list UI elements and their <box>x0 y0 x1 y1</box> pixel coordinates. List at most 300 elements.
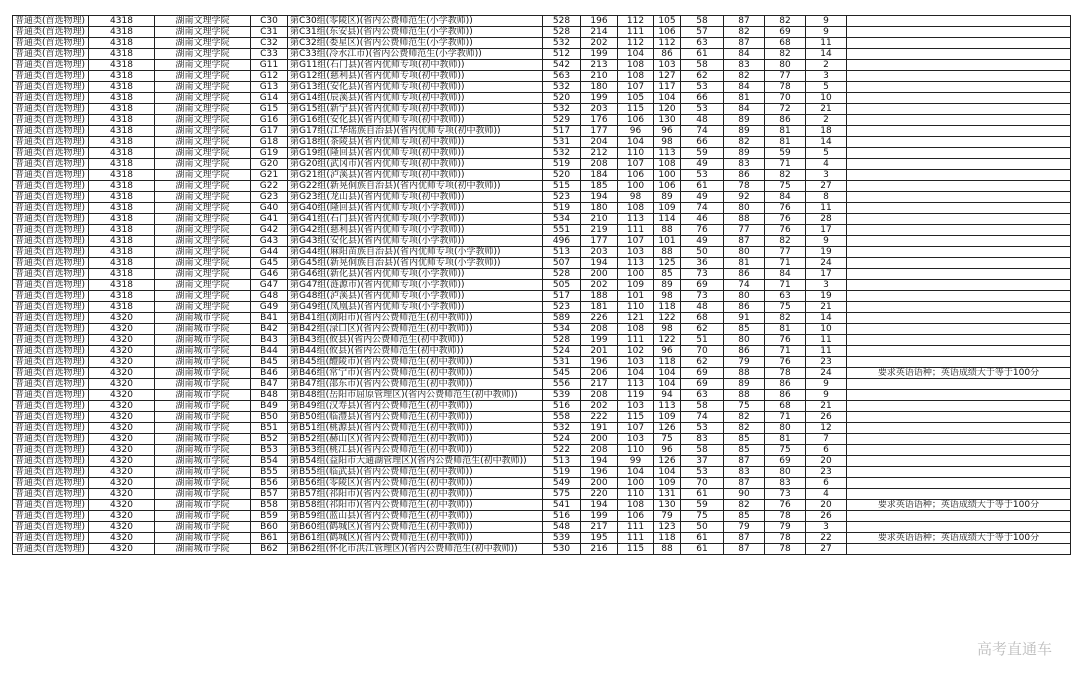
table-cell <box>847 511 1071 522</box>
table-cell: 541 <box>543 500 581 511</box>
table-cell: 湖南文理学院 <box>155 27 251 38</box>
table-row <box>13 159 1071 170</box>
table-cell: 85 <box>724 434 765 445</box>
table-cell: 普通类(首选物理) <box>13 27 89 38</box>
table-cell: 第G13组(安化县)(省内优师专项(初中教师)) <box>288 82 543 93</box>
table-cell: 普通类(首选物理) <box>13 148 89 159</box>
table-cell: 8 <box>806 192 847 203</box>
table-cell: 湖南文理学院 <box>155 148 251 159</box>
table-cell: 534 <box>543 324 581 335</box>
table-cell: 85 <box>654 269 681 280</box>
table-cell: 6 <box>806 445 847 456</box>
table-cell: 48 <box>681 302 724 313</box>
table-cell: 82 <box>724 137 765 148</box>
table-cell: 84 <box>724 82 765 93</box>
table-cell: 第G22组(新晃侗族自治县)(省内优师专项(初中教师)) <box>288 181 543 192</box>
table-cell: 9 <box>806 27 847 38</box>
table-cell: 517 <box>543 126 581 137</box>
table-cell: B47 <box>251 379 288 390</box>
table-cell: 湖南城市学院 <box>155 434 251 445</box>
table-cell <box>847 181 1071 192</box>
table-cell: 513 <box>543 247 581 258</box>
table-cell <box>847 192 1071 203</box>
table-cell <box>847 126 1071 137</box>
table-cell: 73 <box>681 291 724 302</box>
table-cell: 519 <box>543 159 581 170</box>
table-cell: G17 <box>251 126 288 137</box>
table-cell: 第G46组(新化县)(省内优师专项(小学教师)) <box>288 269 543 280</box>
table-cell: 湖南城市学院 <box>155 412 251 423</box>
table-cell: 513 <box>543 456 581 467</box>
table-cell: 529 <box>543 115 581 126</box>
table-cell: 普通类(首选物理) <box>13 291 89 302</box>
table-cell: 523 <box>543 302 581 313</box>
table-cell: 4318 <box>89 192 155 203</box>
table-cell: 118 <box>654 533 681 544</box>
table-cell: 109 <box>618 280 654 291</box>
table-cell: 要求英语语种；英语成绩大于等于100分 <box>847 368 1071 379</box>
table-row <box>13 280 1071 291</box>
table-cell: 80 <box>724 291 765 302</box>
table-cell: G42 <box>251 225 288 236</box>
table-cell: 4320 <box>89 379 155 390</box>
table-cell: 湖南文理学院 <box>155 225 251 236</box>
table-cell <box>847 412 1071 423</box>
table-cell: 62 <box>681 357 724 368</box>
table-cell: 61 <box>681 489 724 500</box>
table-cell: 70 <box>765 93 806 104</box>
table-cell: 112 <box>654 38 681 49</box>
table-cell: 普通类(首选物理) <box>13 434 89 445</box>
table-cell: 104 <box>654 368 681 379</box>
table-row <box>13 82 1071 93</box>
table-cell: 103 <box>618 247 654 258</box>
table-cell: 177 <box>581 236 618 247</box>
table-cell: 4320 <box>89 335 155 346</box>
table-cell: 96 <box>654 126 681 137</box>
table-cell: 524 <box>543 434 581 445</box>
table-cell: 普通类(首选物理) <box>13 225 89 236</box>
table-cell: 103 <box>618 401 654 412</box>
table-cell: 130 <box>654 500 681 511</box>
table-cell: 21 <box>806 104 847 115</box>
table-cell: 4318 <box>89 170 155 181</box>
table-cell: C30 <box>251 16 288 27</box>
table-cell: 126 <box>654 423 681 434</box>
table-row <box>13 500 1071 511</box>
table-cell: 普通类(首选物理) <box>13 346 89 357</box>
table-cell: 216 <box>581 544 618 555</box>
table-cell: 104 <box>654 93 681 104</box>
table-cell: 4320 <box>89 390 155 401</box>
table-cell: C31 <box>251 27 288 38</box>
table-cell: 75 <box>724 401 765 412</box>
table-cell: 111 <box>618 27 654 38</box>
table-cell: 79 <box>654 511 681 522</box>
table-row <box>13 170 1071 181</box>
table-cell: 76 <box>765 357 806 368</box>
table-cell: 12 <box>806 423 847 434</box>
table-cell: 106 <box>654 27 681 38</box>
table-cell: 普通类(首选物理) <box>13 49 89 60</box>
table-cell: 195 <box>581 533 618 544</box>
table-cell: 203 <box>581 247 618 258</box>
table-cell: 505 <box>543 280 581 291</box>
table-cell: 59 <box>765 148 806 159</box>
table-cell: 湖南文理学院 <box>155 159 251 170</box>
table-cell: G19 <box>251 148 288 159</box>
table-cell: 89 <box>654 280 681 291</box>
table-cell: 第G43组(安化县)(省内优师专项(小学教师)) <box>288 236 543 247</box>
table-cell: 4318 <box>89 225 155 236</box>
table-cell: 184 <box>581 170 618 181</box>
table-cell: 49 <box>681 159 724 170</box>
table-cell: 普通类(首选物理) <box>13 544 89 555</box>
table-cell: 4318 <box>89 269 155 280</box>
table-row <box>13 137 1071 148</box>
table-cell: 103 <box>618 434 654 445</box>
table-cell: 普通类(首选物理) <box>13 324 89 335</box>
table-cell: 113 <box>618 258 654 269</box>
table-cell: B48 <box>251 390 288 401</box>
table-cell: 115 <box>618 544 654 555</box>
table-cell: 9 <box>806 236 847 247</box>
table-cell: 第B45组(醴陵市)(省内公费师范生(初中教师)) <box>288 357 543 368</box>
table-cell: 22 <box>806 533 847 544</box>
table-cell: 湖南文理学院 <box>155 115 251 126</box>
table-cell: 100 <box>618 269 654 280</box>
table-cell: G41 <box>251 214 288 225</box>
table-row <box>13 225 1071 236</box>
table-cell: 69 <box>765 27 806 38</box>
table-cell: 589 <box>543 313 581 324</box>
table-cell: 4320 <box>89 368 155 379</box>
table-cell: 88 <box>724 390 765 401</box>
table-cell: 6 <box>806 478 847 489</box>
table-cell: 556 <box>543 379 581 390</box>
table-row <box>13 258 1071 269</box>
table-cell: 107 <box>618 236 654 247</box>
table-cell: 4 <box>806 489 847 500</box>
table-cell: 100 <box>654 170 681 181</box>
table-cell: 108 <box>618 203 654 214</box>
table-cell: 202 <box>581 401 618 412</box>
table-cell <box>847 170 1071 181</box>
table-cell: 100 <box>618 478 654 489</box>
table-cell: 130 <box>654 115 681 126</box>
table-cell: 2 <box>806 60 847 71</box>
table-cell: 85 <box>724 324 765 335</box>
table-cell: 71 <box>765 280 806 291</box>
table-cell: 普通类(首选物理) <box>13 137 89 148</box>
table-cell: 27 <box>806 181 847 192</box>
table-row <box>13 104 1071 115</box>
table-cell: 4318 <box>89 258 155 269</box>
table-cell: 79 <box>724 357 765 368</box>
table-cell: 81 <box>724 93 765 104</box>
table-cell: 59 <box>681 148 724 159</box>
table-cell: 普通类(首选物理) <box>13 357 89 368</box>
table-cell: 普通类(首选物理) <box>13 313 89 324</box>
table-cell: 37 <box>681 456 724 467</box>
table-cell: 4318 <box>89 49 155 60</box>
table-row <box>13 302 1071 313</box>
table-cell: 湖南城市学院 <box>155 324 251 335</box>
table-cell: 104 <box>654 379 681 390</box>
table-cell: 46 <box>681 214 724 225</box>
table-cell: 5 <box>806 82 847 93</box>
table-cell: 83 <box>724 159 765 170</box>
table-cell: 第G45组(新晃侗族自治县)(省内优师专项(小学教师)) <box>288 258 543 269</box>
table-cell: 普通类(首选物理) <box>13 247 89 258</box>
table-cell: 第B50组(临澧县)(省内公费师范生(初中教师)) <box>288 412 543 423</box>
table-cell: 第B47组(邵东市)(省内公费师范生(初中教师)) <box>288 379 543 390</box>
table-cell: 50 <box>681 522 724 533</box>
table-cell: 83 <box>724 60 765 71</box>
table-cell: 111 <box>618 225 654 236</box>
table-cell: 4320 <box>89 401 155 412</box>
table-cell: 21 <box>806 302 847 313</box>
table-cell: 68 <box>765 401 806 412</box>
table-row <box>13 533 1071 544</box>
table-cell: 普通类(首选物理) <box>13 203 89 214</box>
table-cell: 217 <box>581 522 618 533</box>
table-cell: 111 <box>618 335 654 346</box>
table-cell: 普通类(首选物理) <box>13 401 89 412</box>
table-cell: 82 <box>765 49 806 60</box>
table-cell: 湖南城市学院 <box>155 313 251 324</box>
table-cell: 112 <box>618 38 654 49</box>
table-cell <box>847 346 1071 357</box>
table-cell: 4320 <box>89 324 155 335</box>
table-cell: 湖南城市学院 <box>155 357 251 368</box>
table-cell: 湖南文理学院 <box>155 192 251 203</box>
table-cell <box>847 423 1071 434</box>
table-cell: 528 <box>543 27 581 38</box>
table-cell: 9 <box>806 16 847 27</box>
table-cell <box>847 291 1071 302</box>
table-cell: 第B44组(攸县)(省内公费师范生(初中教师)) <box>288 346 543 357</box>
table-cell <box>847 115 1071 126</box>
table-cell: 24 <box>806 368 847 379</box>
table-cell: B57 <box>251 489 288 500</box>
table-cell: 普通类(首选物理) <box>13 368 89 379</box>
table-cell: 176 <box>581 115 618 126</box>
table-cell: 4318 <box>89 16 155 27</box>
table-cell <box>847 434 1071 445</box>
table-cell <box>847 258 1071 269</box>
table-cell: 87 <box>724 16 765 27</box>
table-cell: 普通类(首选物理) <box>13 269 89 280</box>
table-cell: 77 <box>765 247 806 258</box>
table-cell: 519 <box>543 467 581 478</box>
table-cell: 79 <box>765 522 806 533</box>
table-cell: 湖南城市学院 <box>155 478 251 489</box>
table-cell: 523 <box>543 192 581 203</box>
table-cell: 200 <box>581 478 618 489</box>
table-cell: 湖南文理学院 <box>155 60 251 71</box>
table-cell: 湖南文理学院 <box>155 104 251 115</box>
table-row <box>13 38 1071 49</box>
table-cell: 57 <box>681 27 724 38</box>
table-cell: 98 <box>618 192 654 203</box>
table-cell: 17 <box>806 269 847 280</box>
table-cell: 4320 <box>89 500 155 511</box>
table-cell: 62 <box>681 71 724 82</box>
table-cell: 9 <box>806 379 847 390</box>
table-cell: 第G11组(石门县)(省内优师专项(初中教师)) <box>288 60 543 71</box>
table-cell: 217 <box>581 379 618 390</box>
table-cell: 59 <box>681 500 724 511</box>
table-cell: 湖南文理学院 <box>155 137 251 148</box>
table-cell: 181 <box>581 302 618 313</box>
table-cell: 188 <box>581 291 618 302</box>
table-row <box>13 346 1071 357</box>
table-cell: C32 <box>251 38 288 49</box>
table-cell <box>847 49 1071 60</box>
table-row <box>13 456 1071 467</box>
table-cell: 507 <box>543 258 581 269</box>
table-cell: 第B41组(浏阳市)(省内公费师范生(初中教师)) <box>288 313 543 324</box>
table-cell: 湖南城市学院 <box>155 467 251 478</box>
table-cell: 普通类(首选物理) <box>13 126 89 137</box>
table-row <box>13 368 1071 379</box>
table-cell: 4318 <box>89 159 155 170</box>
table-cell: 106 <box>618 511 654 522</box>
table-cell: 126 <box>654 456 681 467</box>
table-cell: 200 <box>581 434 618 445</box>
table-cell: 第G44组(麻阳苗族自治县)(省内优师专项(小学教师)) <box>288 247 543 258</box>
table-cell: 湖南文理学院 <box>155 291 251 302</box>
table-cell: G12 <box>251 71 288 82</box>
table-cell: 75 <box>654 434 681 445</box>
table-cell: 113 <box>654 148 681 159</box>
table-cell: 82 <box>724 412 765 423</box>
table-cell: 80 <box>765 60 806 71</box>
table-cell: 194 <box>581 192 618 203</box>
table-cell: G18 <box>251 137 288 148</box>
table-cell: 湖南城市学院 <box>155 335 251 346</box>
table-cell: 127 <box>654 71 681 82</box>
table-cell: 4320 <box>89 511 155 522</box>
table-cell: 208 <box>581 390 618 401</box>
table-cell: 53 <box>681 170 724 181</box>
table-cell: 湖南文理学院 <box>155 236 251 247</box>
table-cell: G16 <box>251 115 288 126</box>
table-cell: 第G40组(隆回县)(省内优师专项(小学教师)) <box>288 203 543 214</box>
table-cell: 199 <box>581 335 618 346</box>
table-cell: 要求英语语种；英语成绩大于等于100分 <box>847 533 1071 544</box>
table-cell: 24 <box>806 258 847 269</box>
table-cell: 第G14组(辰溪县)(省内优师专项(初中教师)) <box>288 93 543 104</box>
table-cell: 86 <box>724 302 765 313</box>
table-cell: 82 <box>724 423 765 434</box>
table-cell: 101 <box>618 291 654 302</box>
table-cell: 第G19组(隆回县)(省内优师专项(初中教师)) <box>288 148 543 159</box>
table-cell <box>847 27 1071 38</box>
table-cell: 528 <box>543 16 581 27</box>
table-cell: 湖南城市学院 <box>155 346 251 357</box>
table-cell: 177 <box>581 126 618 137</box>
table-cell: 82 <box>765 16 806 27</box>
table-cell: 普通类(首选物理) <box>13 467 89 478</box>
table-cell: 第B51组(桃源县)(省内公费师范生(初中教师)) <box>288 423 543 434</box>
table-cell: 78 <box>765 82 806 93</box>
table-cell: 湖南文理学院 <box>155 16 251 27</box>
table-cell: 普通类(首选物理) <box>13 82 89 93</box>
table-cell: 4320 <box>89 346 155 357</box>
table-cell: 77 <box>765 71 806 82</box>
table-cell: 520 <box>543 170 581 181</box>
table-cell: 199 <box>581 49 618 60</box>
table-cell: 普通类(首选物理) <box>13 500 89 511</box>
table-row <box>13 390 1071 401</box>
table-cell: 10 <box>806 324 847 335</box>
table-cell: G46 <box>251 269 288 280</box>
table-cell: 4318 <box>89 27 155 38</box>
table-cell: 71 <box>765 159 806 170</box>
table-cell: 532 <box>543 104 581 115</box>
table-cell: 106 <box>654 181 681 192</box>
table-cell: 湖南城市学院 <box>155 401 251 412</box>
table-cell: 63 <box>765 291 806 302</box>
table-cell: 普通类(首选物理) <box>13 71 89 82</box>
table-cell: 82 <box>724 27 765 38</box>
table-cell: G22 <box>251 181 288 192</box>
table-cell: 71 <box>765 412 806 423</box>
table-cell: 180 <box>581 203 618 214</box>
table-cell: B56 <box>251 478 288 489</box>
table-row <box>13 115 1071 126</box>
table-cell: 87 <box>724 544 765 555</box>
table-cell: 81 <box>765 434 806 445</box>
table-cell: 112 <box>618 16 654 27</box>
table-cell: 50 <box>681 247 724 258</box>
table-row <box>13 214 1071 225</box>
table-cell: 520 <box>543 93 581 104</box>
table-row <box>13 60 1071 71</box>
table-cell: 69 <box>681 280 724 291</box>
table-cell: 199 <box>581 511 618 522</box>
table-cell <box>847 159 1071 170</box>
table-cell: 要求英语语种；英语成绩大于等于100分 <box>847 500 1071 511</box>
table-row <box>13 27 1071 38</box>
table-row <box>13 93 1071 104</box>
table-row <box>13 423 1071 434</box>
table-cell: 82 <box>724 500 765 511</box>
table-cell: 548 <box>543 522 581 533</box>
table-cell: B49 <box>251 401 288 412</box>
table-cell: 普通类(首选物理) <box>13 214 89 225</box>
table-cell: 81 <box>765 137 806 148</box>
table-cell: 61 <box>681 544 724 555</box>
table-cell: 63 <box>681 38 724 49</box>
table-cell: 普通类(首选物理) <box>13 478 89 489</box>
table-cell: 515 <box>543 181 581 192</box>
table-cell: 第G42组(慈利县)(省内优师专项(小学教师)) <box>288 225 543 236</box>
table-cell: 湖南文理学院 <box>155 302 251 313</box>
table-cell <box>847 93 1071 104</box>
table-cell: 第G18组(茶陵县)(省内优师专项(初中教师)) <box>288 137 543 148</box>
table-cell: 湖南文理学院 <box>155 93 251 104</box>
table-cell: 81 <box>765 324 806 335</box>
table-cell: 普通类(首选物理) <box>13 511 89 522</box>
table-cell: 湖南城市学院 <box>155 390 251 401</box>
table-cell: 78 <box>765 511 806 522</box>
table-cell: B43 <box>251 335 288 346</box>
table-cell: 88 <box>724 214 765 225</box>
table-cell: 第B43组(攸县)(省内公费师范生(初中教师)) <box>288 335 543 346</box>
